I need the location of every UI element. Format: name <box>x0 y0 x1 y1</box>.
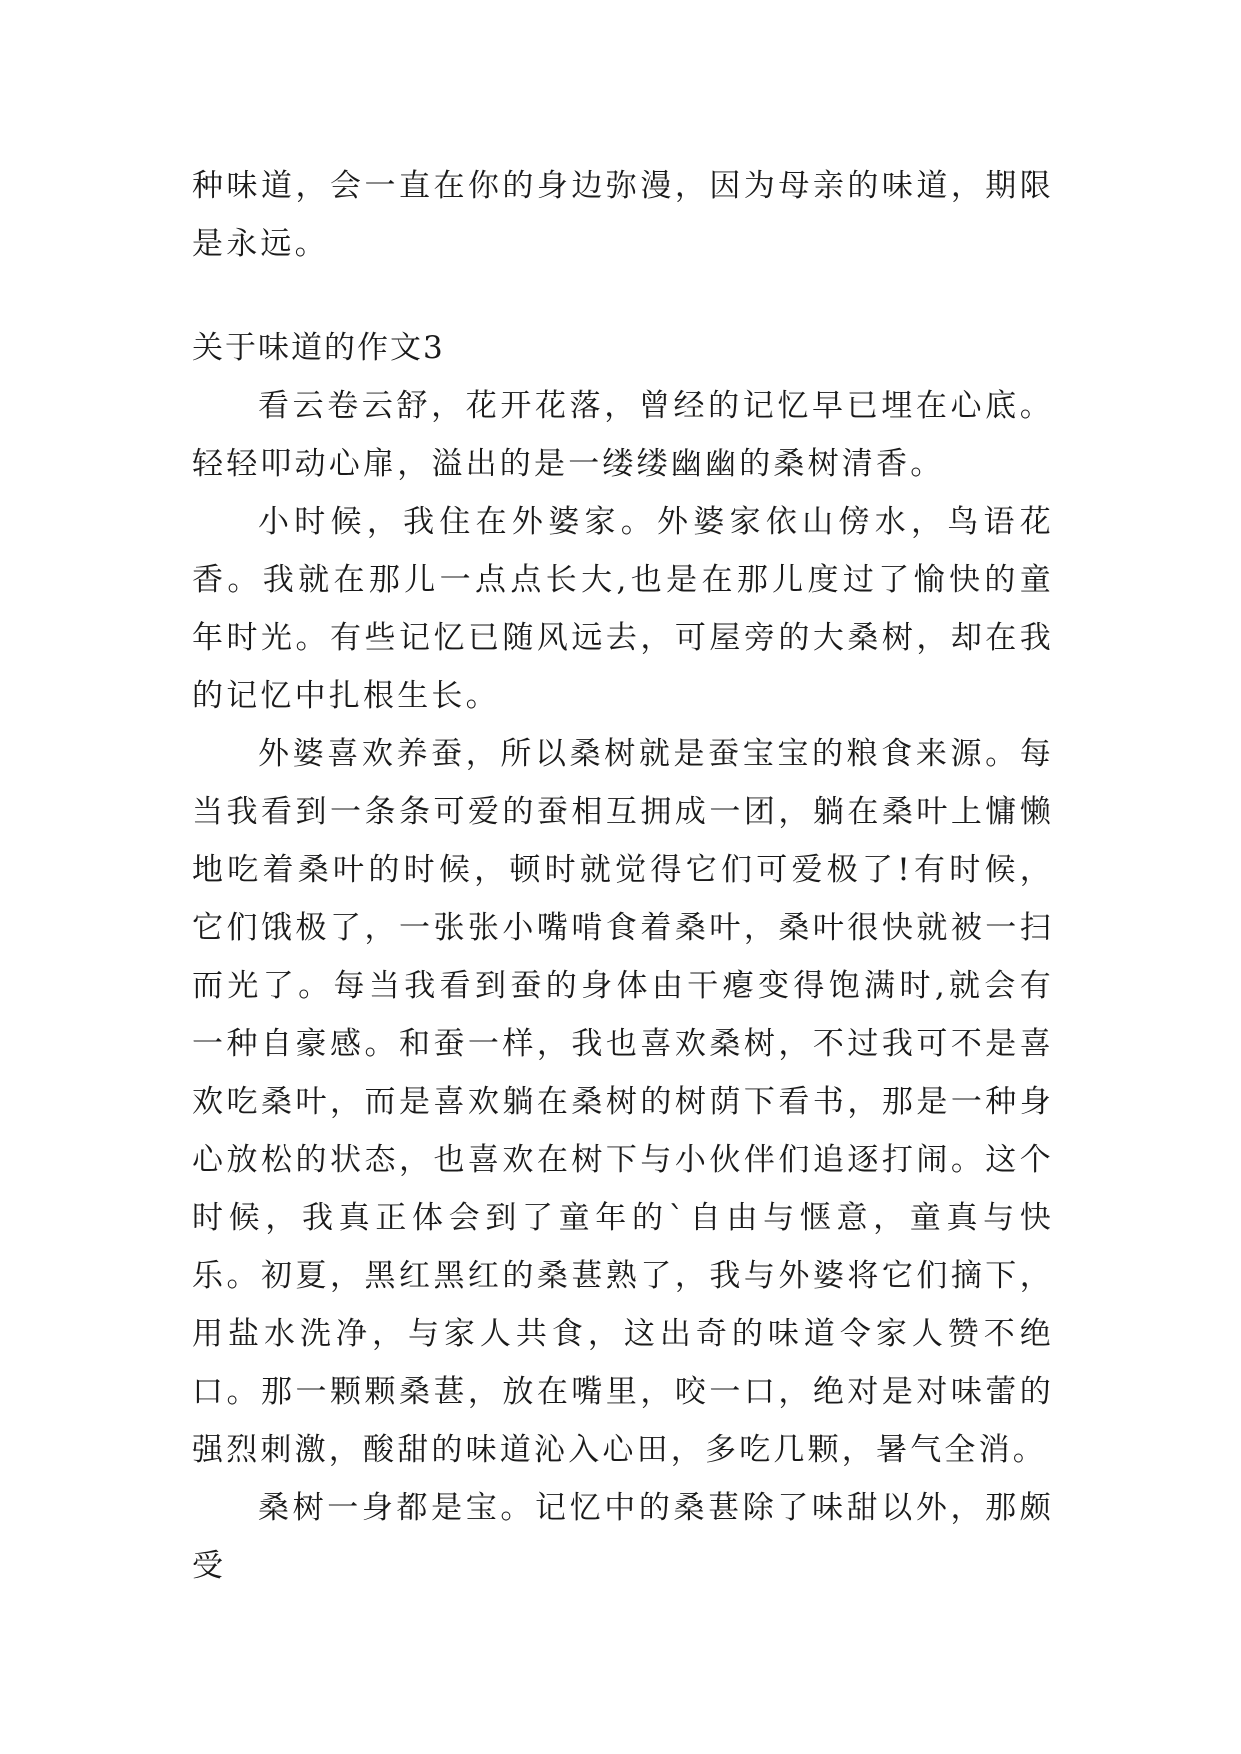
paragraph-gap <box>192 273 1054 319</box>
body-paragraph-4: 桑树一身都是宝。记忆中的桑葚除了味甜以外，那颇受 <box>192 1490 1054 1584</box>
body-paragraph-1: 看云卷云舒，花开花落，曾经的记忆早已埋在心底。轻轻叩动心扉，溢出的是一缕缕幽幽的桑树清香。 <box>192 388 1054 482</box>
body-paragraph-3: 外婆喜欢养蚕，所以桑树就是蚕宝宝的粮食来源。每当我看到一条条可爱的蚕相互拥成一团，躺在桑叶上慵懒地吃着桑叶的时候，顿时就觉得它们可爱极了!有时候，它们饿极了，一张张小嘴啃食着桑叶，桑叶很快就被一扫而光了。每当我看到蚕的身体由干瘪变得饱满时,就会有一种自豪感。和蚕一样，我也喜欢桑树，不过我可不是喜欢吃桑叶，而是喜欢躺在桑树的树荫下看书，那是一种身心放松的状态，也喜欢在树下与小伙伴们追逐打闹。这个时候，我真正体会到了童年的`自由与惬意，童真与快乐。初夏，黑红黑红的桑葚熟了，我与外婆将它们摘下，用盐水洗净，与家人共食，这出奇的味道令家人赞不绝口。那一颗颗桑葚，放在嘴里，咬一口，绝对是对味蕾的强烈刺激，酸甜的味道沁入心田，多吃几颗，暑气全消。 <box>192 736 1054 1468</box>
document-page <box>192 157 1054 1595</box>
section-title: 关于味道的作文3 <box>192 330 445 366</box>
body-paragraph-2: 小时候，我住在外婆家。外婆家依山傍水，鸟语花香。我就在那儿一点点长大,也是在那儿度过了愉快的童年时光。有些记忆已随风远去，可屋旁的大桑树，却在我的记忆中扎根生长。 <box>192 504 1054 714</box>
intro-paragraph: 种味道，会一直在你的身边弥漫，因为母亲的味道，期限是永远。 <box>192 168 1054 262</box>
